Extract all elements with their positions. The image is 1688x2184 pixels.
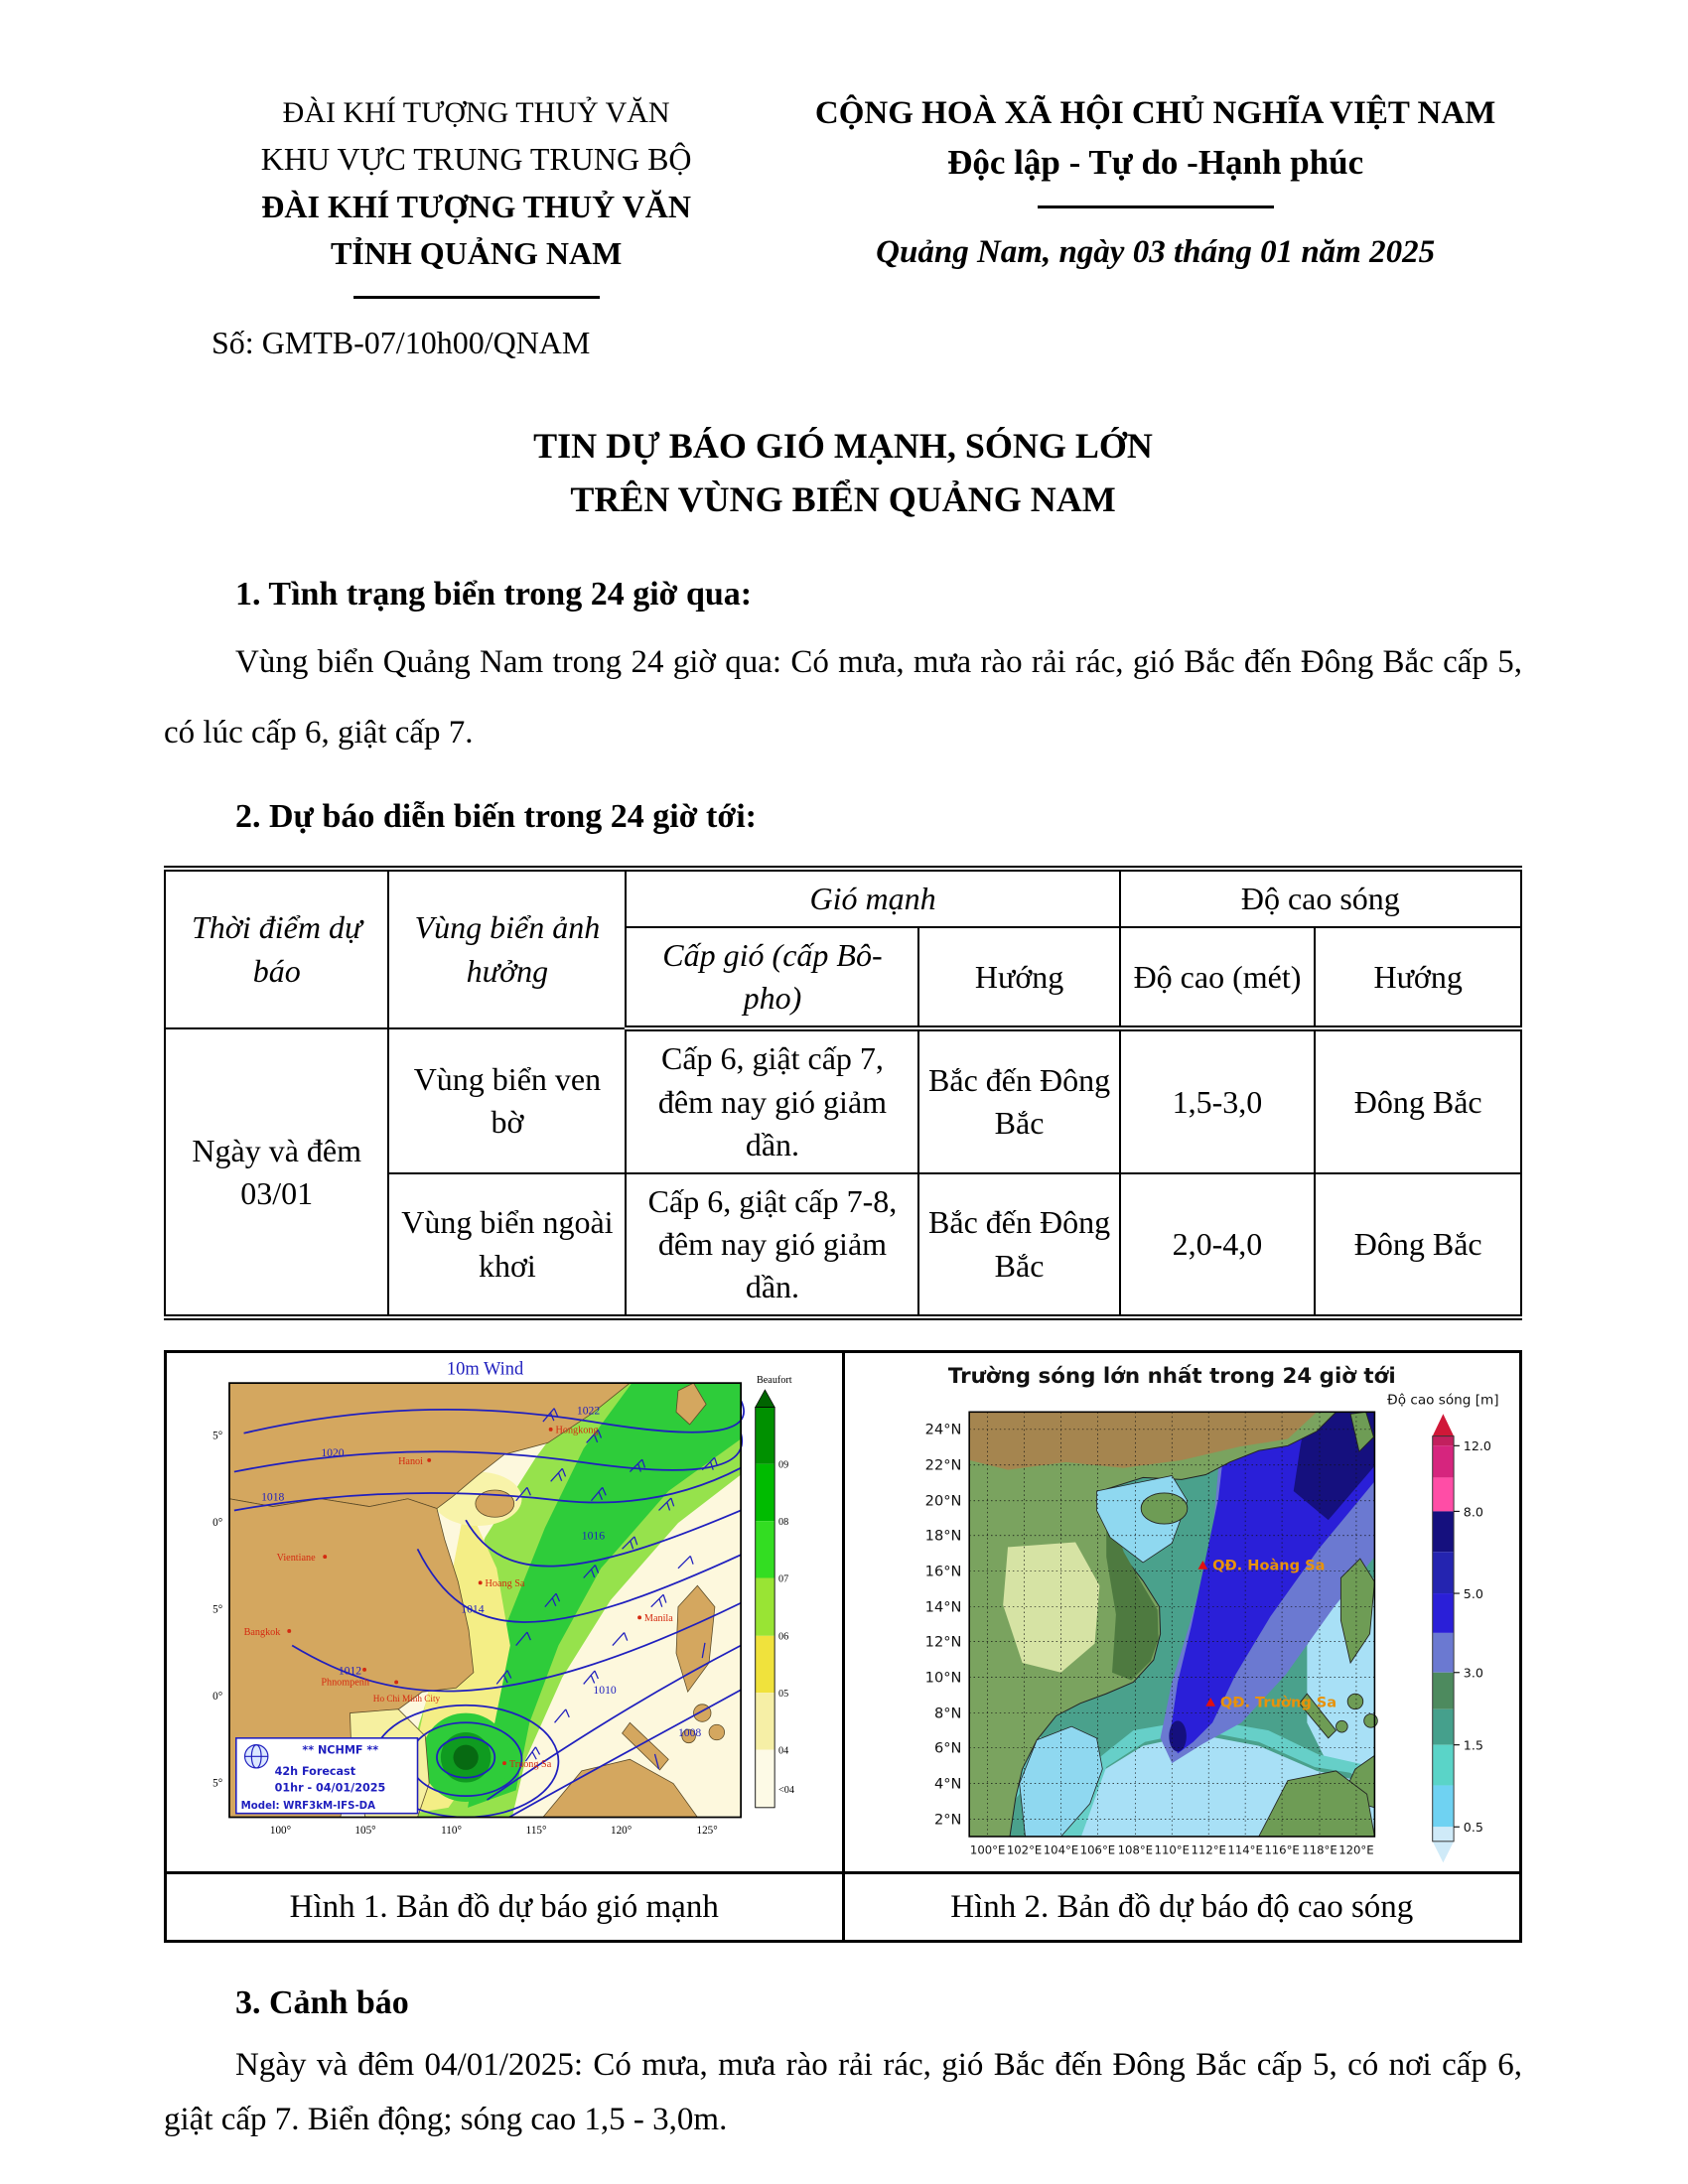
col-header-area: Vùng biển ảnh hưởng: [388, 869, 626, 1029]
y-tick: 10°N: [924, 1669, 962, 1687]
wave-cb-label: 5.0: [1464, 1586, 1484, 1602]
y-tick: 22°N: [924, 1457, 962, 1475]
isobar-label: 1020: [321, 1446, 345, 1460]
beaufort-label: 05: [777, 1689, 788, 1701]
national-motto: Độc lập - Tự do -Hạnh phúc: [947, 142, 1364, 182]
forecast-table: [164, 866, 1522, 1321]
x-tick: 104°E: [1044, 1843, 1079, 1857]
city-label-hcmc: Ho Chi Minh City: [372, 1694, 440, 1705]
wave-colorbar-title: Độ cao sóng [m]: [1387, 1392, 1499, 1409]
document-header: [164, 91, 1522, 361]
col-header-wave-dir: Hướng: [1315, 927, 1521, 1028]
col-header-time: Thời điểm dự báo: [165, 869, 388, 1029]
info-line-3: 01hr - 04/01/2025: [274, 1781, 386, 1795]
y-tick: 18°N: [924, 1528, 962, 1546]
national-motto-block: [788, 91, 1522, 361]
info-line-1: ** NCHMF **: [302, 1743, 378, 1757]
x-tick: 120°: [610, 1825, 632, 1838]
cell-time: Ngày và đêm 03/01: [165, 1028, 388, 1317]
x-tick: 110°: [440, 1825, 462, 1838]
beaufort-label: 07: [777, 1573, 788, 1585]
info-line-2: 42h Forecast: [274, 1765, 355, 1779]
header-right-rule: [1038, 205, 1274, 208]
x-tick: 116°E: [1264, 1843, 1301, 1857]
y-tick: 12°N: [924, 1633, 962, 1651]
country-name: CỘNG HOÀ XÃ HỘI CHỦ NGHĨA VIỆT NAM: [814, 95, 1496, 131]
globe-icon: [244, 1745, 267, 1768]
city-label-hanoi: Hanoi: [397, 1456, 423, 1468]
beaufort-label: 04: [777, 1745, 788, 1757]
x-tick: 125°: [696, 1825, 718, 1838]
table-row: [165, 1028, 1521, 1173]
agency-line-2: KHU VỰC TRUNG TRUNG BỘ: [260, 140, 692, 177]
col-header-wave-height: Độ cao (mét): [1120, 927, 1316, 1028]
section1-heading: 1. Tình trạng biển trong 24 giờ qua:: [235, 575, 753, 613]
wave-map-cell: [843, 1352, 1521, 1873]
wave-cb-label: 12.0: [1464, 1438, 1492, 1454]
y-tick: 0°: [211, 1517, 222, 1530]
city-marker: [427, 1458, 431, 1462]
isobar-label: 1014: [461, 1602, 485, 1616]
section3-heading: 3. Cảnh báo: [235, 1984, 409, 2022]
header-left-rule: [353, 296, 600, 299]
wave-cb-label: 8.0: [1464, 1504, 1484, 1520]
agency-line-1: ĐÀI KHÍ TƯỢNG THUỶ VĂN: [282, 96, 670, 129]
y-tick: 14°N: [924, 1598, 962, 1616]
x-tick: 106°E: [1079, 1843, 1116, 1857]
agency-line-3: ĐÀI KHÍ TƯỢNG THUỶ VĂN: [261, 188, 691, 224]
y-tick: 6°N: [934, 1739, 962, 1757]
figure-caption-1: Hình 1. Bản đồ dự báo gió mạnh: [166, 1873, 844, 1942]
y-tick: 0°: [211, 1691, 222, 1704]
y-tick: 24°N: [924, 1422, 962, 1439]
wave-cb-label: 1.5: [1464, 1737, 1484, 1753]
x-tick: 112°E: [1191, 1843, 1227, 1857]
col-header-wind-dir: Hướng: [918, 927, 1119, 1028]
section3-paragraph: Ngày và đêm 04/01/2025: Có mưa, mưa rào rải rác, gió Bắc đến Đông Bắc cấp 5, có nơi cấp 6, giật cấp 7. Biển động; sóng cao 1,5 - 3,0m.: [164, 2047, 1522, 2137]
island-label-hoangsa: QĐ. Hoàng Sa: [1212, 1558, 1326, 1575]
cell-wind-level: Cấp 6, giật cấp 7-8, đêm nay gió giảm dần.: [626, 1173, 918, 1318]
cell-wind-level: Cấp 6, giật cấp 7, đêm nay gió giảm dần.: [626, 1028, 918, 1173]
x-tick: 100°: [269, 1825, 291, 1838]
section2-heading: 2. Dự báo diễn biến trong 24 giờ tới:: [235, 797, 757, 835]
wave-map-image: [850, 1354, 1513, 1870]
beaufort-label: 08: [777, 1517, 788, 1529]
cell-area: Vùng biển ngoài khơi: [388, 1173, 626, 1318]
city-marker: [548, 1428, 552, 1432]
city-marker: [502, 1762, 506, 1766]
x-tick: 108°E: [1117, 1843, 1154, 1857]
y-tick: 5°: [211, 1430, 222, 1442]
isobar-label: 1012: [338, 1665, 361, 1679]
wind-map-image: [173, 1354, 836, 1870]
city-marker: [287, 1629, 291, 1633]
wind-map-cell: [166, 1352, 844, 1873]
x-tick: 102°E: [1007, 1843, 1043, 1857]
isobar-label: 1016: [581, 1530, 605, 1544]
cell-wind-dir: Bắc đến Đông Bắc: [918, 1173, 1119, 1318]
y-tick: 4°N: [934, 1775, 962, 1793]
wave-map-title: Trường sóng lớn nhất trong 24 giờ tới: [948, 1364, 1396, 1390]
wind-colorbar-title: Beaufort: [756, 1375, 792, 1387]
x-tick: 115°: [525, 1825, 547, 1838]
col-header-wind-group: Gió mạnh: [626, 869, 1119, 927]
city-label-manila: Manila: [643, 1613, 673, 1625]
document-content: [164, 91, 1522, 2146]
city-marker: [637, 1616, 641, 1620]
cell-wind-dir: Bắc đến Đông Bắc: [918, 1028, 1119, 1173]
col-header-wave-group: Độ cao sóng: [1120, 869, 1521, 927]
x-tick: 110°E: [1154, 1843, 1191, 1857]
wave-cb-label: 3.0: [1464, 1666, 1484, 1682]
dateline: Quảng Nam, ngày 03 tháng 01 năm 2025: [876, 233, 1436, 270]
city-label-vientiane: Vientiane: [276, 1553, 316, 1565]
isobar-label: 1022: [576, 1404, 600, 1418]
x-tick: 114°E: [1227, 1843, 1264, 1857]
col-header-wind-level: Cấp gió (cấp Bô-pho): [626, 927, 918, 1028]
title-line-1: TIN DỰ BÁO GIÓ MẠNH, SÓNG LỚN: [533, 425, 1153, 466]
section1-paragraph: Vùng biển Quảng Nam trong 24 giờ qua: Có mưa, mưa rào rải rác, gió Bắc đến Đông Bắc cấp 5, có lúc cấp 6, giật cấp 7.: [164, 643, 1522, 751]
document-number: Số: GMTB-07/10h00/QNAM: [211, 324, 591, 360]
city-label-hoangsa: Hoang Sa: [485, 1578, 525, 1590]
city-label-bangkok: Bangkok: [243, 1627, 281, 1639]
isobar-label: 1018: [260, 1491, 285, 1505]
cell-area: Vùng biển ven bờ: [388, 1028, 626, 1173]
y-tick: 5°: [211, 1777, 222, 1790]
wave-cb-label: 0.5: [1464, 1820, 1484, 1836]
cell-wave-dir: Đông Bắc: [1315, 1028, 1521, 1173]
x-tick: 105°: [354, 1825, 376, 1838]
y-tick: 5°: [211, 1603, 222, 1616]
document-title: [164, 419, 1522, 526]
x-tick: 100°E: [970, 1843, 1006, 1857]
city-label-phnompenh: Phnompenh: [321, 1677, 369, 1689]
beaufort-label: 06: [777, 1632, 788, 1644]
island-hainan: [1141, 1493, 1188, 1524]
y-tick: 20°N: [924, 1493, 962, 1511]
city-label-truongsa: Truong Sa: [508, 1759, 551, 1771]
y-tick: 16°N: [924, 1564, 962, 1581]
info-line-4: Model: WRF3kM-IFS-DA: [240, 1801, 375, 1813]
city-marker: [362, 1668, 366, 1672]
wind-map-figure: [167, 1354, 842, 1870]
cell-wave-dir: Đông Bắc: [1315, 1173, 1521, 1318]
cell-wave-height: 1,5-3,0: [1120, 1028, 1316, 1173]
y-tick: 8°N: [934, 1705, 962, 1722]
agency-line-4: TỈNH QUẢNG NAM: [330, 234, 623, 271]
y-tick: 2°N: [934, 1811, 962, 1829]
isobar-label: 1010: [593, 1684, 617, 1698]
title-line-2: TRÊN VÙNG BIỂN QUẢNG NAM: [570, 478, 1116, 519]
beaufort-label: 09: [777, 1460, 788, 1472]
x-tick: 120°E: [1338, 1843, 1374, 1857]
beaufort-label: <04: [777, 1785, 794, 1797]
x-tick: 118°E: [1302, 1843, 1337, 1857]
wind-map-title: 10m Wind: [446, 1358, 523, 1379]
figure-box: [164, 1350, 1522, 1943]
table-header-row-groups: [165, 869, 1521, 927]
isobar-label: 1008: [677, 1726, 702, 1740]
city-marker: [323, 1556, 327, 1560]
city-marker: [479, 1581, 483, 1585]
island-label-truongsa: QĐ. Trường Sa: [1220, 1695, 1337, 1712]
figure-caption-2: Hình 2. Bản đồ dự báo độ cao sóng: [843, 1873, 1521, 1942]
issuing-agency-block: [164, 91, 788, 361]
city-marker: [394, 1681, 398, 1685]
forecast-info-box: [236, 1738, 418, 1814]
wave-map-figure: [845, 1354, 1520, 1870]
cell-wave-height: 2,0-4,0: [1120, 1173, 1316, 1318]
city-label-hongkong: Hongkong: [555, 1426, 599, 1437]
